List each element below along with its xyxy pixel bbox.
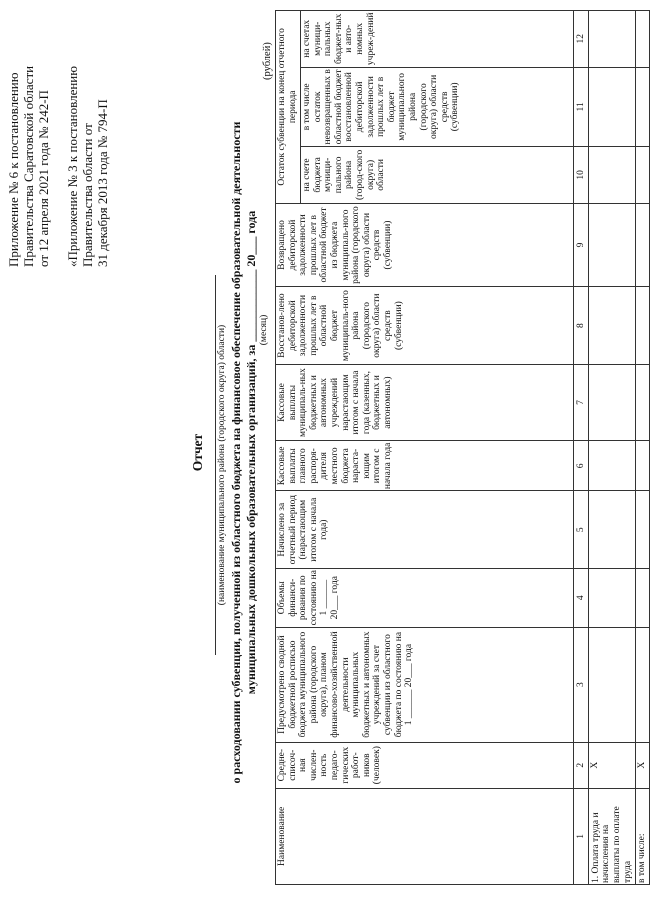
table-cell: [636, 627, 650, 742]
column-number: 2: [574, 742, 589, 788]
table-cell: [589, 147, 636, 204]
column-number: 1: [574, 788, 589, 884]
table-cell: [589, 441, 636, 491]
column-number: 12: [574, 11, 589, 68]
report-table: [275, 10, 650, 885]
table-cell: [589, 364, 636, 440]
table-cell: [589, 67, 636, 147]
header-name: Наименование: [276, 788, 574, 884]
row-label: 1. Оплата труда и начисления на выплаты по оплате труда: [589, 788, 636, 884]
header-restored-debt: Восстанов-лено дебиторской задолженности прошлых лет в областной бюджет муниципаль-ного района (городского округа) области средств (субвенции): [276, 287, 574, 364]
appendix-line: от 12 апреля 2021 года № 242-П: [36, 90, 51, 267]
row-label: в том числе:: [636, 788, 650, 884]
header-funding: Объемы финанси-рования по состоянию на 1 ______ 20___ года: [276, 568, 574, 627]
header-planned: Предусмотрено сводной бюджетной росписью бюджета муниципального района (городского округа), планом финансово-хозяйственной деятельности муниципальных бюджетных и автономных учреждений за счет субвенции из областного бюджета по состоянию на 1 ______ 20___ года: [276, 627, 574, 742]
header-balance-unreturned: в том числе остаток невозвращенных в областной бюджет восстановленной дебиторской задолженности прошлых лет в бюджет муниципального района (городского округа) области средств (субвенции): [301, 67, 574, 147]
table-cell: [589, 491, 636, 568]
table-cell: [636, 287, 650, 364]
header-returned-debt: Возвращено дебиторской задолженности прошлых лет в областной бюджет из бюджета муниципаль-ного района (городского округа) области средств (субвенции): [276, 203, 574, 287]
appendix-line: «Приложение № 3 к постановлению: [65, 66, 80, 267]
header-balance-group: Остаток субвенции на конец отчетного периода: [276, 11, 301, 204]
heading-line: о расходовании субвенции, полученной из областного бюджета на финансовое обеспечение образовательной деятельности: [229, 121, 243, 784]
header-cash-institutions: Кассовые выплаты муниципаль-ных бюджетных и автономных учреждений нарастающим итогом с начала года (казенных, бюджетных и автономных): [276, 364, 574, 440]
column-number: 3: [574, 627, 589, 742]
table-cell: [636, 67, 650, 147]
name-underline: [215, 275, 216, 655]
header-staff-count: Средне-списоч-ная числен-ность педаго-гических работ-ников (человек): [276, 742, 574, 788]
table-cell: [589, 568, 636, 627]
table-cell: [636, 11, 650, 68]
month-caption: (месяц): [259, 314, 269, 346]
column-number: 4: [574, 568, 589, 627]
table-cell: [636, 441, 650, 491]
heading-line: муниципальных дошкольных образовательных организаций, за ____________ 20___ года: [244, 210, 258, 695]
header-cash-main: Кассовые выплаты главного распоря-дителя местного бюджета нараста-ющим итогом с начала года: [276, 441, 574, 491]
table-cell: [636, 364, 650, 440]
table-cell: [589, 203, 636, 287]
appendix-line: Приложение № 6 к постановлению: [6, 72, 21, 267]
appendix-line: Правительства области от: [80, 123, 95, 267]
table-cell: [636, 491, 650, 568]
name-caption: (наименование муниципального района (городского округа) области): [217, 324, 227, 606]
table-cell: [589, 287, 636, 364]
report-title: Отчет: [190, 433, 205, 472]
table-cell: [589, 627, 636, 742]
table-cell: [589, 11, 636, 68]
appendix-line: 31 декабря 2013 года № 794-П: [95, 99, 110, 267]
column-number: 8: [574, 287, 589, 364]
column-number: 6: [574, 441, 589, 491]
report-heading: [229, 30, 259, 875]
table-cell: [636, 147, 650, 204]
column-number: 11: [574, 67, 589, 147]
cell-x: X: [636, 742, 650, 788]
table-cell: [636, 568, 650, 627]
appendix-note: [6, 7, 110, 267]
appendix-line: Правительства Саратовской области: [21, 65, 36, 267]
column-number: 7: [574, 364, 589, 440]
table-cell: [636, 203, 650, 287]
column-number: 5: [574, 491, 589, 568]
header-balance-institutions: на счетах муници-пальных бюджет-ных и авто-номных учреж-дений: [301, 11, 574, 68]
header-balance-budget: на счете бюджета муници-пального района (город-ского округа) области: [301, 147, 574, 204]
header-accrued: Начислено за отчетный период (нарастающим итогом с начала года): [276, 491, 574, 568]
cell-x: X: [589, 742, 636, 788]
unit-label: (рублей): [262, 42, 273, 80]
column-number: 10: [574, 147, 589, 204]
column-number: 9: [574, 203, 589, 287]
